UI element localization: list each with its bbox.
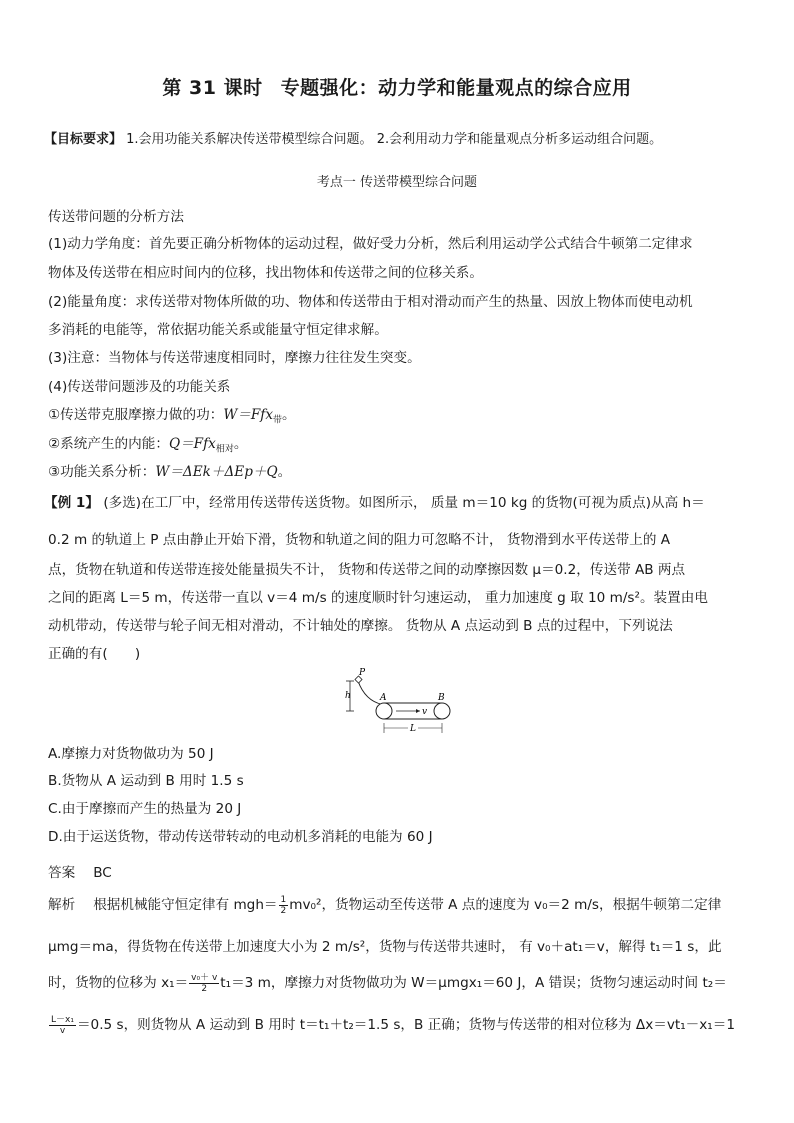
fraction-avg-velocity [189, 973, 219, 994]
option-b: B.货物从 A 运动到 B 用时 1.5 s [48, 773, 244, 789]
frac-den: 2 [201, 983, 208, 994]
analysis-line4 [48, 1013, 735, 1036]
example-line3: 点，货物在轨道和传送带连接处能量损失不计， 货物和传送带之间的动摩擦因数 μ＝0.2，传送带 AB 两点 [48, 562, 686, 578]
conveyor-diagram [336, 667, 462, 739]
option-d: D.由于运送货物，带动传送带转动的电动机多消耗的电能为 60 J [48, 829, 433, 845]
method-p2-line2: 多消耗的电能等，常依据功能关系或能量守恒定律求解。 [48, 322, 388, 338]
example-line6: 正确的有( ) [48, 646, 141, 662]
label-v: v [422, 707, 428, 717]
analysis-line2: μmg＝ma，得货物在传送带上加速度大小为 2 m/s²，货物与传送带共速时， 有 v₀＋at₁＝v，解得 t₁＝1 s，此 [48, 939, 722, 955]
method-heading: 传送带问题的分析方法 [48, 209, 184, 225]
label-P: P [359, 668, 366, 678]
frac-num: L－x₁ [51, 1014, 74, 1025]
example-line5: 动机带动，传送带与轮子间无相对滑动，不计轴处的摩擦。 货物从 A 点运动到 B 点的过程中，下列说法 [48, 618, 673, 634]
answer-line [48, 861, 112, 881]
label-A: A [380, 693, 387, 703]
method-p1-line1: (1)动力学角度：首先要正确分析物体的运动过程，做好受力分析，然后利用运动学公式结合牛顿第二定律求 [48, 236, 693, 252]
frac-num: 1 [280, 894, 287, 905]
fraction-time [49, 1015, 76, 1036]
item1-text: ①传送带克服摩擦力做的功： [48, 407, 224, 423]
item3-formula: W＝ΔEk＋ΔEp＋Q [155, 464, 278, 480]
example-text-1: (多选)在工厂中，经常用传送带传送货物。如图所示， 质量 m＝10 kg 的货物(可视为质点)从高 h＝ [103, 495, 705, 511]
velocity-arrowhead [416, 709, 420, 713]
item3-text: ③功能关系分析： [48, 464, 156, 480]
objectives [44, 128, 662, 147]
answer-label: 答案 [48, 865, 76, 881]
item1-sub: 带 [273, 415, 283, 426]
lesson-topic: 专题强化：动力学和能量观点的综合应用 [280, 77, 632, 99]
frac-den: 2 [280, 905, 287, 916]
example-line2: 0.2 m 的轨道上 P 点由静止开始下滑，货物和轨道之间的阻力可忽略不计， 货物滑到水平传送带上的 A [48, 532, 671, 548]
frac-num: v₀＋ v [191, 972, 218, 983]
method-p2-line1: (2)能量角度：求传送带对物体所做的功、物体和传送带由于相对滑动而产生的热量、因放上物体而使电动机 [48, 294, 693, 310]
example-line1 [44, 491, 705, 511]
analysis-line3 [48, 971, 727, 994]
label-B: B [438, 693, 445, 703]
option-a: A.摩擦力对货物做功为 50 J [48, 746, 214, 762]
analysis-l3-b: t₁＝3 m，摩擦力对货物做功为 W＝μmgx₁＝60 J，A 错误；货物匀速运动时间 t₂＝ [220, 975, 727, 991]
item1-formula: W＝Ffx [223, 407, 274, 423]
example-line4: 之间的距离 L＝5 m，传送带一直以 v＝4 m/s 的速度顺时针匀速运动， 重力加速度 g 取 10 m/s²。装置由电 [48, 590, 708, 606]
method-p1-line2: 物体及传送带在相应时间内的位移，找出物体和传送带之间的位移关系。 [48, 265, 483, 281]
item2-text: ②系统产生的内能： [48, 436, 169, 452]
objectives-text: 1.会用功能关系解决传送带模型综合问题。 2.会利用动力学和能量观点分析多运动组合问题。 [126, 132, 663, 147]
label-L: L [410, 724, 416, 734]
section-heading: 考点一 传送带模型综合问题 [316, 175, 478, 190]
example-label: 【例 1】 [44, 495, 99, 511]
analysis-label: 解析 [48, 897, 76, 913]
analysis-l3-a: 时，货物的位移为 x₁＝ [48, 975, 189, 991]
method-item2: ②系统产生的内能：Q＝Ffx$_{相对}$。 [48, 436, 248, 455]
item2-sub: 相对 [215, 444, 234, 455]
wheel-left [376, 703, 392, 719]
analysis-line1 [48, 893, 721, 916]
analysis-l4-b: ＝0.5 s，则货物从 A 运动到 B 用时 t＝t₁＋t₂＝1.5 s，B 正确；货物与传送带的相对位移为 Δx＝vt₁－x₁＝1 [76, 1017, 735, 1033]
lesson-number: 第 31 课时 [162, 77, 263, 99]
frac-den: v [59, 1025, 66, 1036]
option-c: C.由于摩擦而产生的热量为 20 J [48, 801, 242, 817]
page-title [0, 73, 794, 100]
wheel-right [434, 703, 450, 719]
objectives-label: 【目标要求】 [44, 132, 123, 147]
analysis-l1-a: 根据机械能守恒定律有 mgh＝ [93, 897, 278, 913]
method-p3: (3)注意：当物体与传送带速度相同时，摩擦力往往发生突变。 [48, 350, 421, 366]
item2-formula: Q＝Ffx [168, 436, 216, 452]
fraction-half [279, 895, 289, 916]
analysis-l1-b: mv₀²，货物运动至传送带 A 点的速度为 v₀＝2 m/s，根据牛顿第二定律 [289, 897, 722, 913]
label-h: h [345, 691, 351, 701]
method-item3: ③功能关系分析：W＝ΔEk＋ΔEp＋Q。 [48, 464, 292, 480]
method-item1: ①传送带克服摩擦力做的功：W＝Ffx$_带$。 [48, 407, 296, 426]
answer-value: BC [93, 865, 112, 881]
method-p4: (4)传送带问题涉及的功能关系 [48, 379, 231, 395]
